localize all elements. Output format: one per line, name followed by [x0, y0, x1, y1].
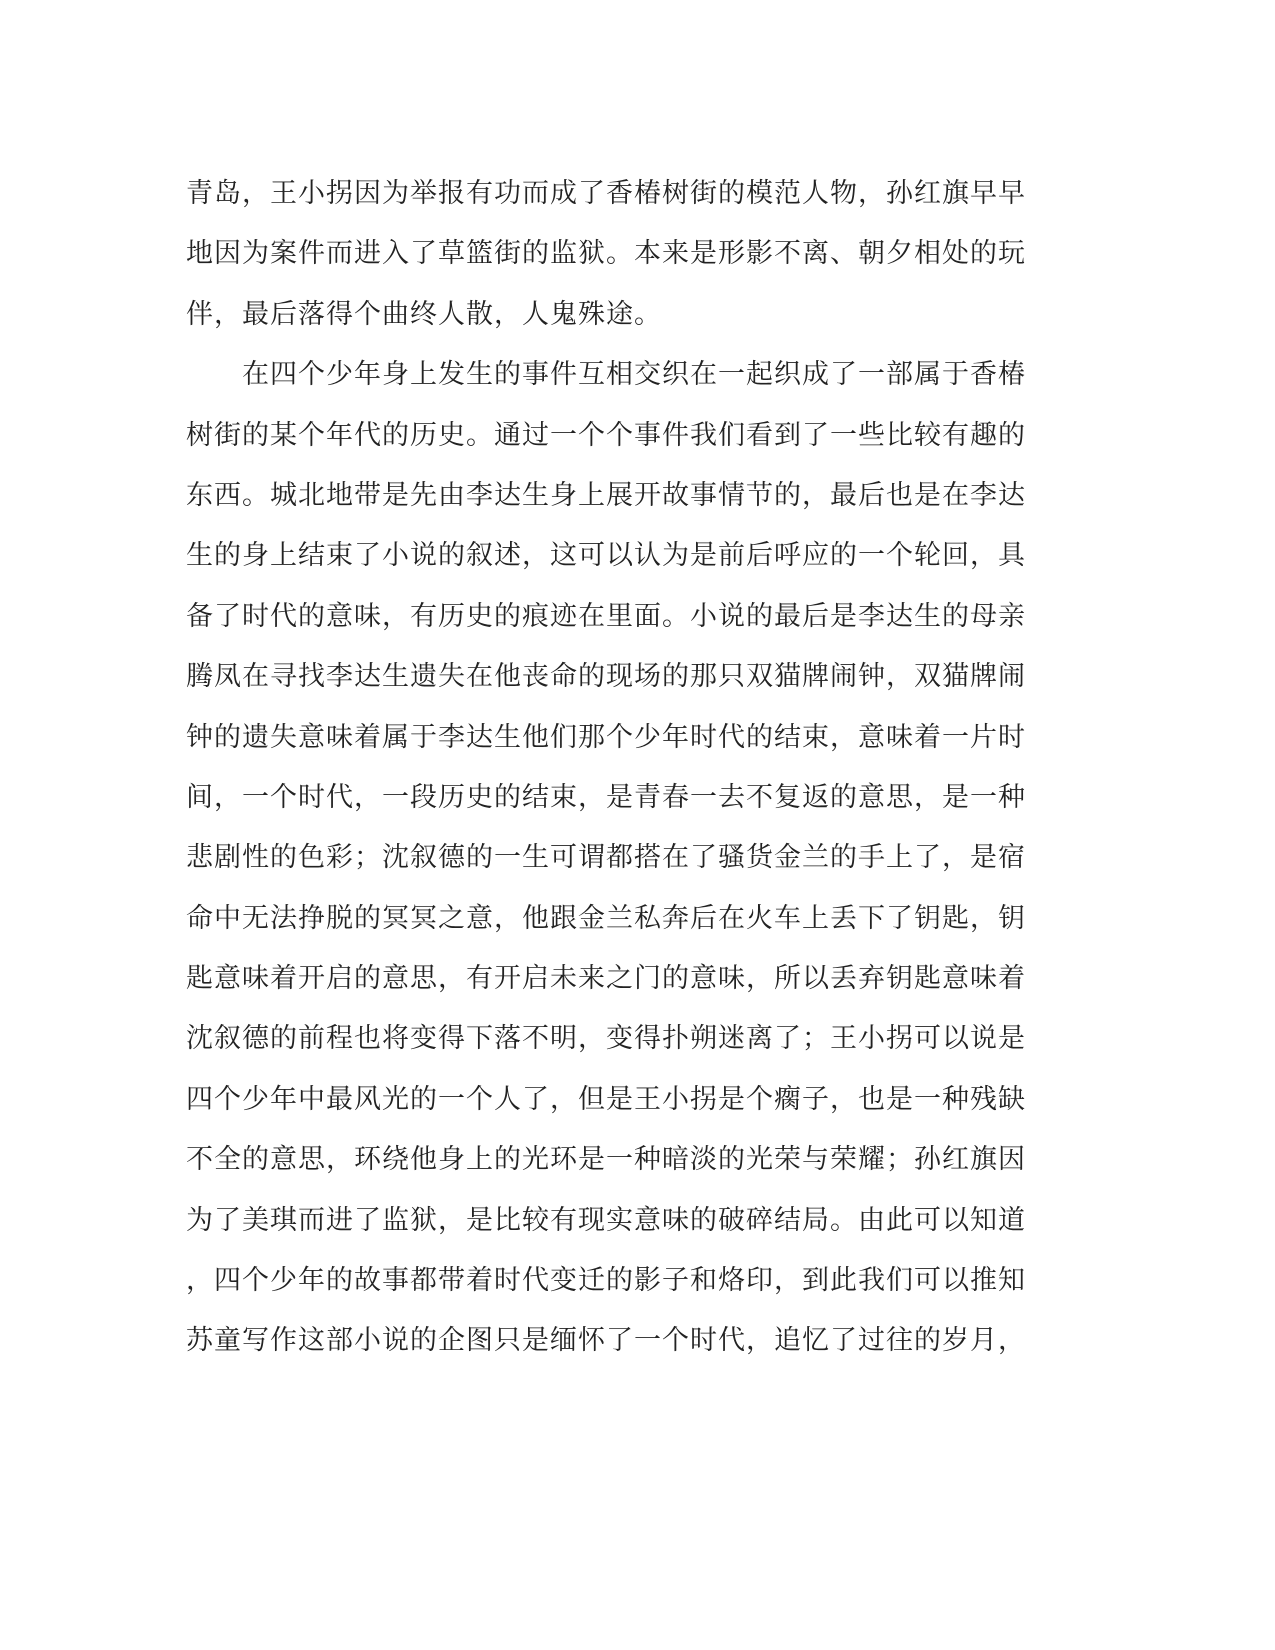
- text-line: 东西。城北地带是先由李达生身上展开故事情节的，最后也是在李达: [186, 479, 1026, 511]
- text-line: 命中无法挣脱的冥冥之意，他跟金兰私奔后在火车上丢下了钥匙，钥: [186, 902, 1026, 934]
- text-line: 沈叙德的前程也将变得下落不明，变得扑朔迷离了；王小拐可以说是: [186, 1023, 1026, 1055]
- text-line: 在四个少年身上发生的事件互相交织在一起织成了一部属于香椿: [186, 359, 1026, 391]
- text-line: 匙意味着开启的意思，有开启未来之门的意味，所以丢弃钥匙意味着: [186, 963, 1026, 995]
- text-line: 生的身上结束了小说的叙述，这可以认为是前后呼应的一个轮回，具: [186, 540, 1026, 572]
- text-line: 四个少年中最风光的一个人了，但是王小拐是个瘸子，也是一种残缺: [186, 1083, 1026, 1115]
- text-line: 青岛，王小拐因为举报有功而成了香椿树街的模范人物，孙红旗早早: [186, 178, 1026, 209]
- text-line: 伴，最后落得个曲终人散，人鬼殊途。: [186, 298, 662, 330]
- text-line: 地因为案件而进入了草篮街的监狱。本来是形影不离、朝夕相处的玩: [186, 238, 1026, 270]
- text-line: 苏童写作这部小说的企图只是缅怀了一个时代，追忆了过往的岁月，: [186, 1325, 1026, 1357]
- text-line: 钟的遗失意味着属于李达生他们那个少年时代的结束，意味着一片时: [186, 721, 1026, 753]
- text-line: 腾凤在寻找李达生遗失在他丧命的现场的那只双猫牌闹钟，双猫牌闹: [186, 661, 1026, 693]
- text-line: 为了美琪而进了监狱，是比较有现实意味的破碎结局。由此可以知道: [186, 1204, 1026, 1236]
- text-line: 间，一个时代，一段历史的结束，是青春一去不复返的意思，是一种: [186, 781, 1026, 813]
- paragraph-2: [186, 345, 1046, 1372]
- text-line: ，四个少年的故事都带着时代变迁的影子和烙印，到此我们可以推知: [186, 1265, 1026, 1297]
- text-line: 不全的意思，环绕他身上的光环是一种暗淡的光荣与荣耀；孙红旗因: [186, 1144, 1026, 1176]
- text-line: 树街的某个年代的历史。通过一个个事件我们看到了一些比较有趣的: [186, 419, 1026, 451]
- body-text: [186, 164, 1046, 1372]
- text-line: 悲剧性的色彩；沈叙德的一生可谓都搭在了骚货金兰的手上了，是宿: [186, 842, 1026, 874]
- text-line: 备了时代的意味，有历史的痕迹在里面。小说的最后是李达生的母亲: [186, 600, 1026, 632]
- paragraph-1: [186, 164, 1046, 345]
